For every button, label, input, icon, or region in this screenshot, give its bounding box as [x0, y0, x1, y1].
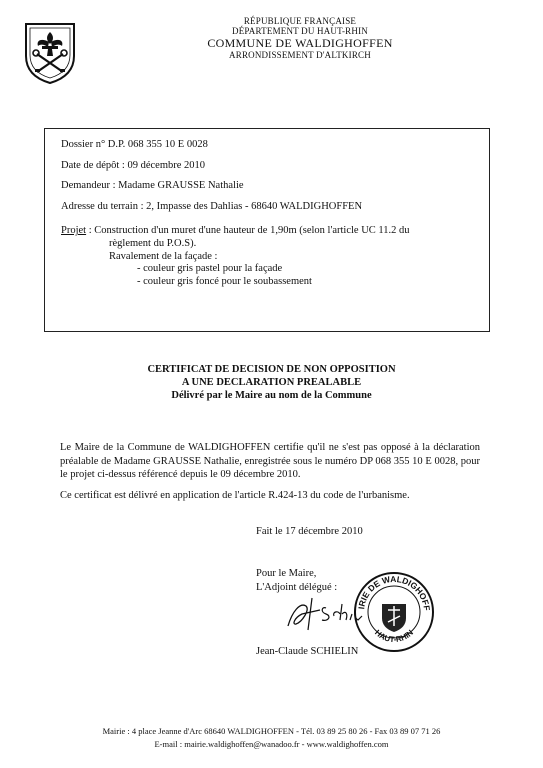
certificate-title-line-3: Délivré par le Maire au nom de la Commune — [171, 390, 372, 402]
projet-line-4: - couleur gris pastel pour la façade — [137, 263, 283, 275]
pour-le-maire: Pour le Maire, — [256, 568, 317, 579]
stamp-top-text: IRIE DE WALDIGHOFF — [356, 573, 433, 612]
projet-line-1: : Construction d'un muret d'une hauteur de 1,90m (selon l'article UC 11.2 du — [86, 225, 410, 237]
certificate-title-line-1: CERTIFICAT DE DECISION DE NON OPPOSITION — [147, 364, 396, 375]
header-arrondissement: ARRONDISSEMENT D'ALTKIRCH — [229, 50, 371, 61]
dossier-box — [44, 128, 490, 332]
signature-heading — [256, 567, 337, 594]
projet-line-5: - couleur gris foncé pour le soubassement — [137, 275, 312, 287]
projet-line-2: règlement du P.O.S). — [109, 237, 197, 249]
certificate-title — [0, 363, 543, 402]
dossier-number: Dossier n° D.P. 068 355 10 E 0028 — [61, 139, 208, 150]
date-depot: Date de dépôt : 09 décembre 2010 — [61, 159, 206, 171]
header-departement: DÉPARTEMENT DU HAUT-RHIN — [232, 26, 368, 37]
header-commune: COMMUNE DE WALDIGHOFFEN — [207, 35, 393, 50]
fait-le-date: Fait le 17 décembre 2010 — [256, 526, 363, 537]
body-paragraph-2: Ce certificat est délivré en application de l'article R.424-13 du code de l'urbanisme. — [60, 490, 410, 501]
footer-address: Mairie : 4 place Jeanne d'Arc 68640 WALDIGHOFFEN - Tél. 03 89 25 80 26 - Fax 03 89 07 71 26 — [102, 726, 441, 736]
adjoint-delegue: L'Adjoint délégué : — [256, 581, 338, 593]
signatory-name: Jean-Claude SCHIELIN — [256, 646, 359, 657]
projet-label: Projet — [61, 225, 87, 237]
mairie-stamp — [352, 570, 436, 654]
footer — [0, 725, 543, 751]
projet-section — [61, 225, 479, 288]
body-paragraph-1: Le Maire de la Commune de WALDIGHOFFEN certifie qu'il ne s'est pas opposé à la déclaration préalable de Madame GRAUSSE Nathalie, enregistrée sous le numéro DP 068 355 10 E 0028, pour le projet ci-dessus référencé depuis le 09 décembre 2010. — [60, 442, 480, 481]
stamp-bottom-text: HAUT-RHIN — [372, 628, 416, 645]
footer-contact: E-mail : mairie.waldighoffen@wanadoo.fr - www.waldighoffen.com — [154, 738, 389, 749]
coat-of-arms-icon — [22, 20, 78, 86]
adresse-terrain: Adresse du terrain : 2, Impasse des Dahlias - 68640 WALDIGHOFFEN — [61, 200, 363, 212]
projet-line-3: Ravalement de la façade : — [109, 250, 218, 262]
demandeur: Demandeur : Madame GRAUSSE Nathalie — [61, 180, 244, 192]
certificate-title-line-2: A UNE DECLARATION PREALABLE — [181, 377, 362, 389]
header-republique: RÉPUBLIQUE FRANÇAISE — [243, 16, 357, 26]
letterhead — [150, 16, 450, 61]
